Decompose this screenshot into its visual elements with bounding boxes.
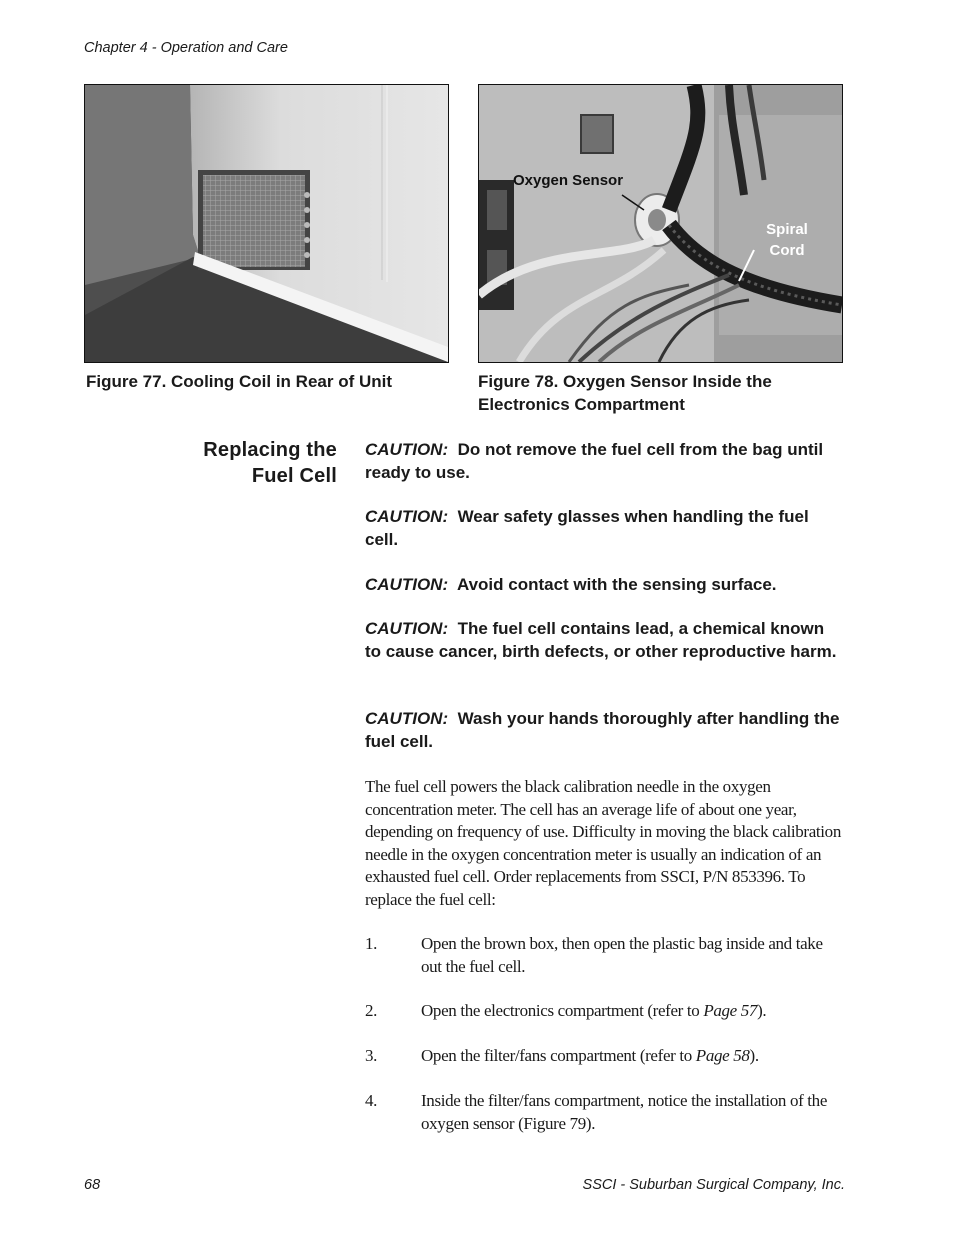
page-57-link[interactable]: Page 57 — [703, 1001, 758, 1020]
caution-5 — [365, 708, 840, 753]
figure-77-photo — [84, 84, 449, 363]
caution-label: CAUTION: — [365, 575, 449, 594]
caution-text: The fuel cell contains lead, a chemical known to cause cancer, birth defects, or other reproductive harm. — [365, 619, 837, 661]
spiral-cord-callout-line2: Cord — [769, 242, 805, 259]
step-text-post: ). — [749, 1046, 759, 1065]
step-text: Open the brown box, then open the plastic bag inside and take out the fuel cell. — [421, 934, 823, 976]
step-text-post: ). — [757, 1001, 767, 1020]
caution-2 — [365, 506, 840, 551]
oxygen-sensor-callout: Oxygen Sensor — [513, 172, 624, 189]
figure-77-caption: Figure 77. Cooling Coil in Rear of Unit — [86, 372, 393, 391]
caution-label: CAUTION: — [365, 440, 449, 459]
step-text-pre: Open the filter/fans compartment (refer to — [421, 1046, 696, 1065]
step-number: 2. — [365, 1001, 378, 1020]
running-header: Chapter 4 - Operation and Care — [84, 40, 288, 56]
step-text — [421, 1000, 841, 1023]
caution-text: Avoid contact with the sensing surface. — [456, 575, 777, 594]
figure-78-photo — [478, 84, 843, 363]
caution-label: CAUTION: — [365, 507, 449, 526]
caution-label: CAUTION: — [365, 709, 449, 728]
section-heading — [150, 437, 337, 489]
step-number: 4. — [365, 1091, 378, 1110]
caution-label: CAUTION: — [365, 619, 449, 638]
step-text — [421, 1045, 841, 1068]
step-text-pre: Open the electronics compartment (refer to — [421, 1001, 704, 1020]
caution-4 — [365, 618, 840, 663]
step-number: 3. — [365, 1046, 378, 1065]
body-paragraph: The fuel cell powers the black calibration needle in the oxygen concentration meter. The cell has an average life of about one year, depending on frequency of use. Difficulty in moving the black calibration needle in the oxygen concentration meter is usually an indication of an exhausted fuel cell. Order replacements from SSCI, P/N 853396. To replace the fuel cell: — [365, 777, 841, 909]
section-heading-line1: Replacing the — [203, 439, 337, 461]
caution-text: Wash your hands thoroughly after handling the fuel cell. — [365, 709, 840, 751]
caution-1 — [365, 439, 840, 484]
footer-company: SSCI - Suburban Surgical Company, Inc. — [582, 1177, 845, 1193]
caution-3 — [365, 574, 840, 597]
spiral-cord-callout — [762, 219, 812, 261]
page-58-link[interactable]: Page 58 — [695, 1046, 750, 1065]
figure-78-caption: Figure 78. Oxygen Sensor Inside the Electronics Compartment — [478, 372, 772, 414]
step-number: 1. — [365, 934, 378, 953]
page-number: 68 — [84, 1177, 101, 1193]
step-text: Inside the filter/fans compartment, notice the installation of the oxygen sensor (Figure 79). — [421, 1091, 828, 1133]
section-heading-line2: Fuel Cell — [251, 465, 337, 487]
caution-text: Do not remove the fuel cell from the bag until ready to use. — [365, 440, 824, 482]
caution-text: Wear safety glasses when handling the fuel cell. — [365, 507, 809, 549]
spiral-cord-callout-line1: Spiral — [766, 221, 808, 238]
